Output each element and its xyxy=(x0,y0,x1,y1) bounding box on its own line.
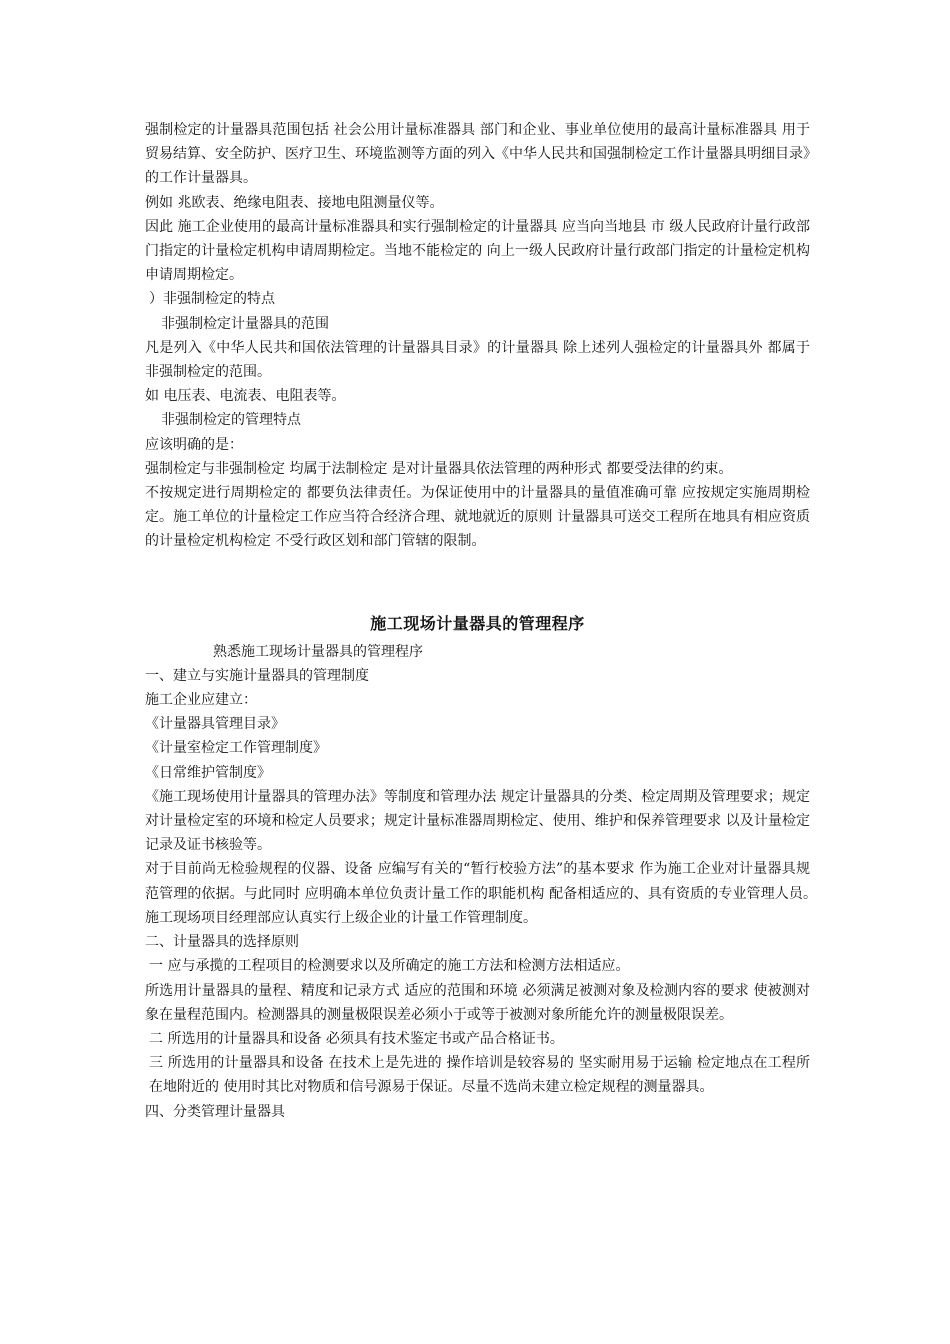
paragraph: 施工企业应建立： xyxy=(145,692,257,709)
paragraph: 《施工现场使用计量器具的管理办法》等制度和管理办法 规定计量器具的分类、检定周期及管理要求；规定对计量检定室的环境和检定人员要求；规定计量标准器周期检定、使用、维护和保养管理要求 以及计量检定记录及证书核验等。 xyxy=(145,788,810,854)
section-gap xyxy=(145,554,810,610)
paragraph: 强制检定与非强制检定 均属于法制检定 是对计量器具依法管理的两种形式 都要受法律的约束。 xyxy=(145,460,733,477)
paragraph: 三 所选用的计量器具和设备 在技术上是先进的 操作培训是较容易的 坚实耐用易于运输 检定地点在工程所在地附近的 使用时其比对物质和信号源易于保证。尽量不选尚未建立检定规程的测量器具。 xyxy=(149,1055,810,1096)
paragraph: 不按规定进行周期检定的 都要负法律责任。为保证使用中的计量器具的量值准确可靠 应按规定实施周期检定。施工单位的计量检定工作应当符合经济合理、就地就近的原则 计量器具可送交工程所在地具有相应资质的计量检定机构检定 不受行政区划和部门管辖的限制。 xyxy=(145,485,810,550)
paragraph: 例如 兆欧表、绝缘电阻表、接地电阻测量仪等。 xyxy=(145,194,444,211)
list-item: 《日常维护管制度》 xyxy=(145,764,271,781)
heading: 一、建立与实施计量器具的管理制度 xyxy=(145,667,369,684)
paragraph: 凡是列入《中华人民共和国依法管理的计量器具目录》的计量器具 除上述列人强检定的计量器具外 都属于非强制检定的范围。 xyxy=(145,339,810,381)
document-page xyxy=(145,118,838,1124)
list-item: 《计量室检定工作管理制度》 xyxy=(145,740,327,757)
paragraph: 一 应与承揽的工程项目的检测要求以及所确定的施工方法和检测方法相适应。 xyxy=(149,958,630,975)
paragraph: 二 所选用的计量器具和设备 必须具有技术鉴定书或产品合格证书。 xyxy=(149,1030,564,1047)
paragraph: 因此 施工企业使用的最高计量标准器具和实行强制检定的计量器具 应当向当地县 市 级人民政府计量行政部门指定的计量检定机构申请周期检定。当地不能检定的 向上一级人民政府计量行政部门指定的计量检定机构申请周期检定。 xyxy=(145,218,810,284)
paragraph: 所选用计量器具的量程、精度和记录方式 适应的范围和环境 必须满足被测对象及检测内容的要求 使被测对象在量程范围内。检测器具的测量极限误差必须小于或等于被测对象所能允许的测量极限误差。 xyxy=(145,982,810,1023)
paragraph: 应该明确的是： xyxy=(145,436,243,453)
sub-heading: ）非强制检定的特点 xyxy=(149,291,275,308)
paragraph: 强制检定的计量器具范围包括 社会公用计量标准器具 部门和企业、事业单位使用的最高计量标准器具 用于贸易结算、安全防护、医疗卫生、环境监测等方面的列入《中华人民共和国强制检定工作计量器具明细目录》的工作计量器具。 xyxy=(145,122,810,187)
paragraph: 对于目前尚无检验规程的仪器、设备 应编写有关的“暂行校验方法”的基本要求 作为施工企业对计量器具规范管理的依据。与此同时 应明确本单位负责计量工作的职能机构 配备相适应的、具有资质的专业管理人员。 施工现场项目经理部应认真实行上级企业的计量工作管理制度。 xyxy=(145,861,838,926)
section-subtitle: 熟悉施工现场计量器具的管理程序 xyxy=(213,643,423,660)
heading: 二、计量器具的选择原则 xyxy=(145,934,299,951)
sub-heading: 非强制检定的管理特点 xyxy=(161,412,301,429)
list-item: 《计量器具管理目录》 xyxy=(145,716,285,733)
paragraph: 如 电压表、电流表、电阻表等。 xyxy=(145,388,346,405)
sub-heading: 非强制检定计量器具的范围 xyxy=(161,315,329,332)
heading: 四、分类管理计量器具 xyxy=(145,1103,285,1120)
section-title: 施工现场计量器具的管理程序 xyxy=(370,613,585,633)
